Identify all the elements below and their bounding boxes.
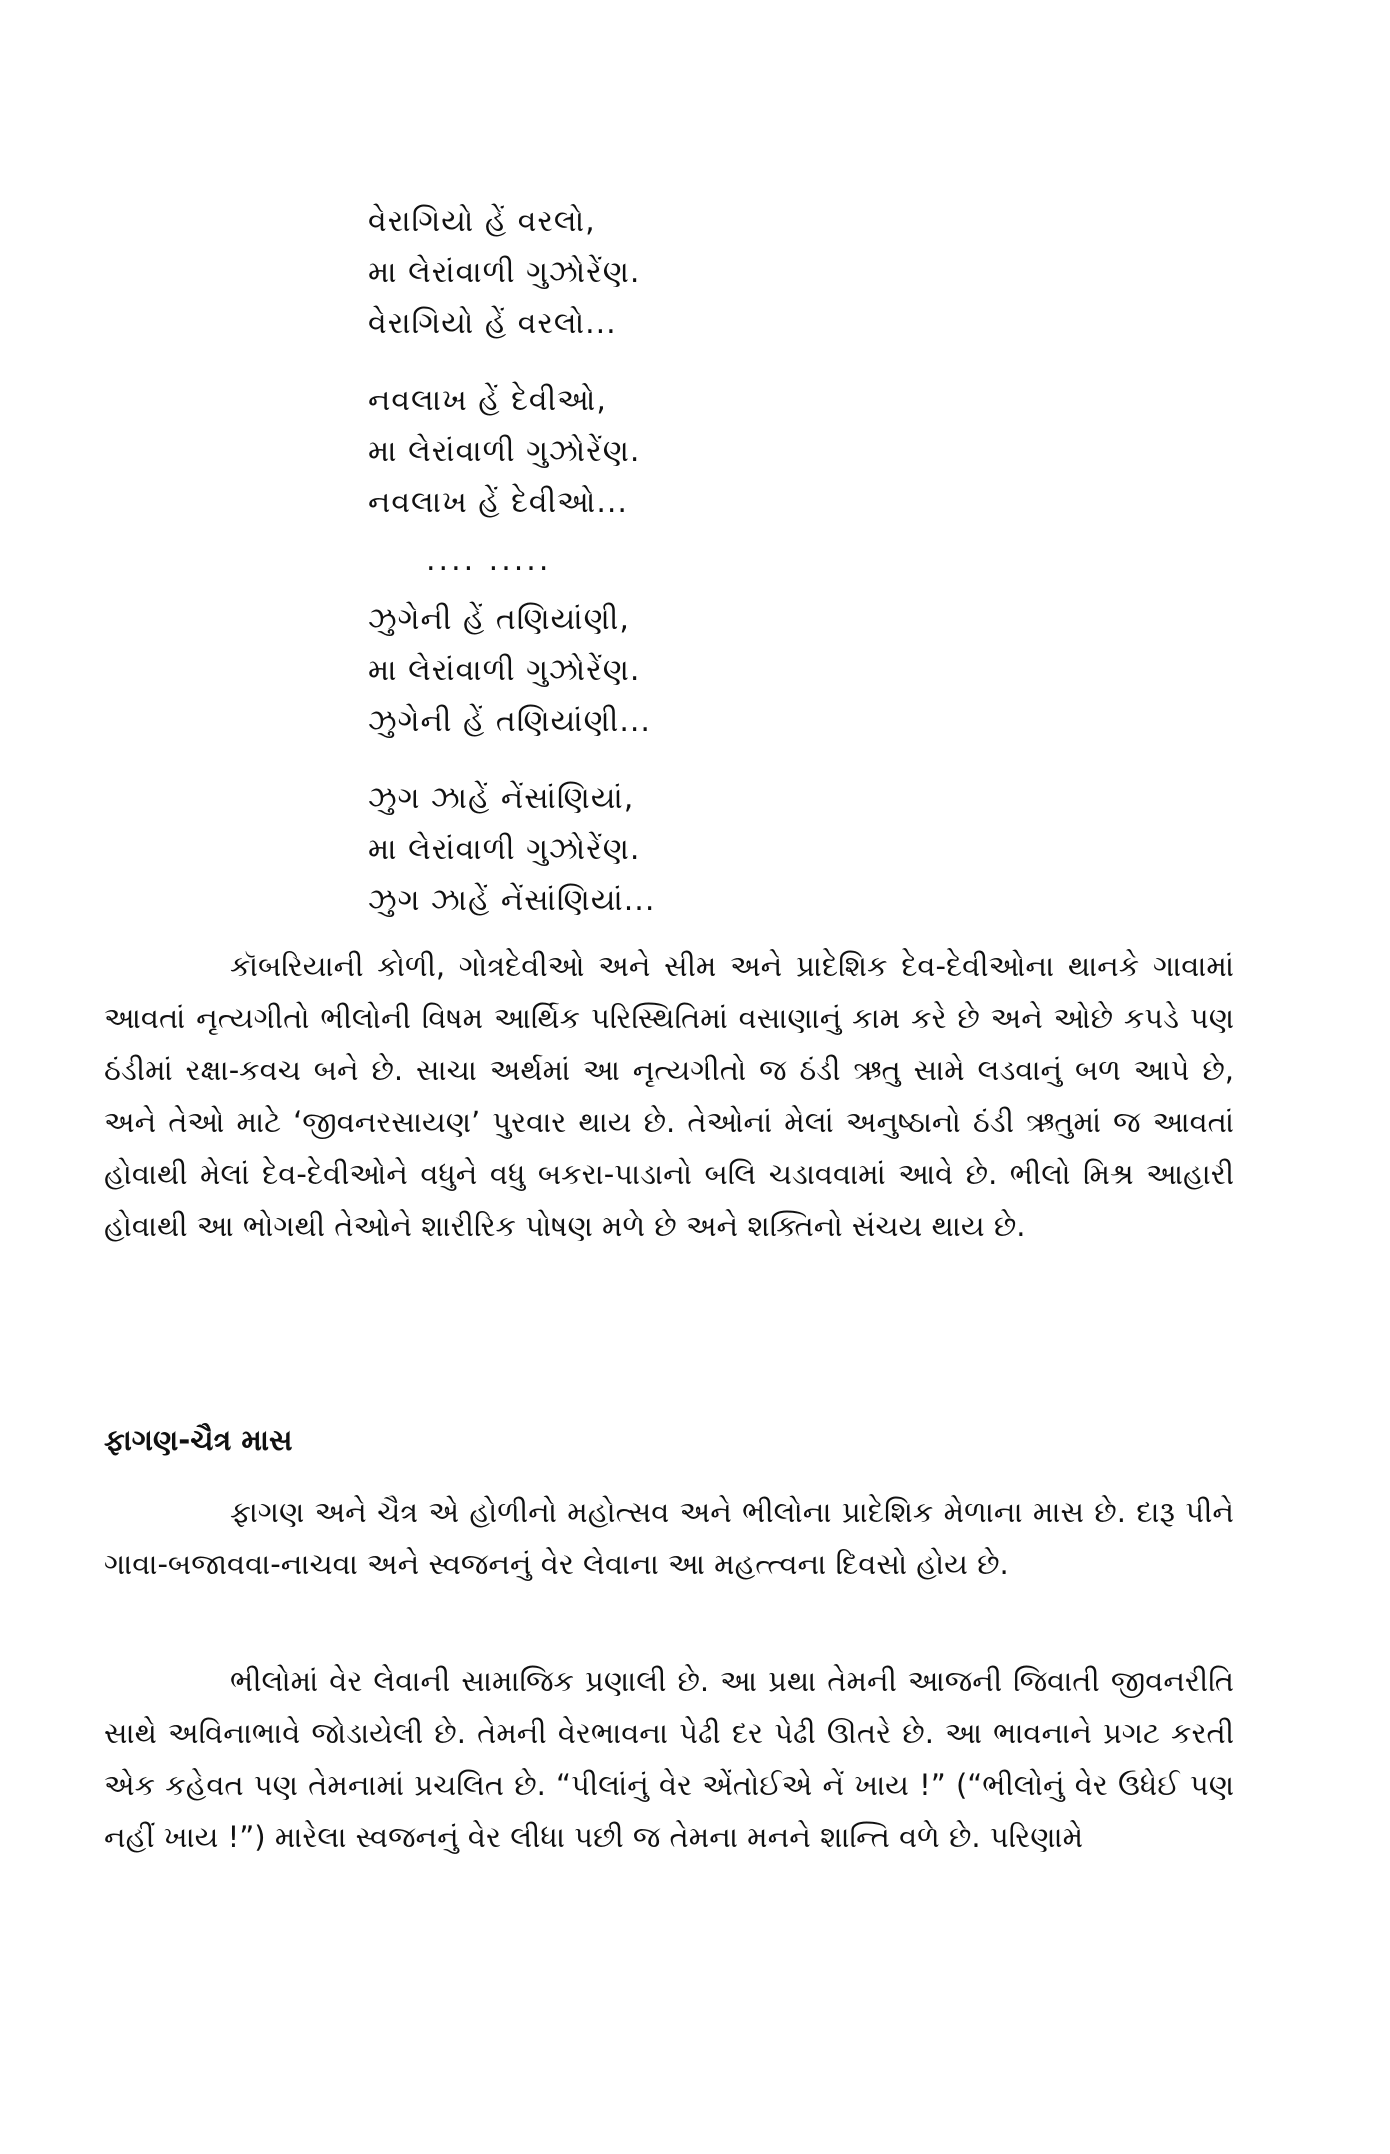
paragraph-1-block [104, 940, 1234, 1252]
verse-line: વેરાગિયો હેં વરલો, [368, 204, 596, 239]
verse-line: મા લેરાંવાળી ગુઝોરેંણ. [368, 434, 641, 469]
body-paragraph: ભીલોમાં વેર લેવાની સામાજિક પ્રણાલી છે. આ પ્રથા તેમની આજની જિવાતી જીવનરીતિ સાથે અવિનાભાવે જોડાયેલી છે. તેમની વેરભાવના પેઢી દર પેઢી ઊતરે છે. આ ભાવનાને પ્રગટ કરતી એક કહેવત પણ તેમનામાં પ્રચલિત છે. “પીલાંનું વેર એંતોઈએ નેં ખાય !” (“ભીલોનું વેર ઉધેઈ પણ નહીં ખાય !”) મારેલા સ્વજનનું વેર લીધા પછી જ તેમના મનને શાન્તિ વળે છે. પરિણામે [104, 1664, 1234, 1854]
section-heading: ફાગણ-ચૈત્ર માસ [104, 1423, 293, 1457]
verse-line: મા લેરાંવાળી ગુઝોરેંણ. [368, 653, 641, 688]
verse-line: નવલાખ હેં દેવીઓ... [368, 485, 628, 520]
body-paragraph: કૉબરિયાની કોળી, ગોત્રદેવીઓ અને સીમ અને પ્રાદેશિક દેવ-દેવીઓના થાનકે ગાવામાં આવતાં નૃત્યગીતો ભીલોની વિષમ આર્થિક પરિસ્થિતિમાં વસાણાનું કામ કરે છે અને ઓછે કપડે પણ ઠંડીમાં રક્ષા-કવચ બને છે. સાચા અર્થમાં આ નૃત્યગીતો જ ઠંડી ઋતુ સામે લડવાનું બળ આપે છે, અને તેઓ માટે ‘જીવનરસાયણ’ પુરવાર થાય છે. તેઓનાં મેલાં અનુષ્ઠાનો ઠંડી ઋતુમાં જ આવતાં હોવાથી મેલાં દેવ-દેવીઓને વધુને વધુ બકરા-પાડાનો બલિ ચડાવવામાં આવે છે. ભીલો મિશ્ર આહારી હોવાથી આ ભોગથી તેઓને શારીરિક પોષણ મળે છે અને શક્તિનો સંચય થાય છે. [104, 949, 1234, 1243]
poem-stanza-4 [368, 773, 1068, 926]
verse-line: મા લેરાંવાળી ગુઝોરેંણ. [368, 255, 641, 290]
poem-stanza-3 [368, 594, 1068, 747]
verse-line: ઝુગ ઝાહેં નેંસાંણિયાં, [368, 781, 635, 816]
verse-line: ઝુગેની હેં તણિયાંણી, [368, 602, 630, 637]
paragraph-3-block [104, 1655, 1234, 1863]
poem-stanza-2 [368, 375, 1068, 528]
verse-line: ઝુગ ઝાહેં નેંસાંણિયાં... [368, 883, 656, 918]
poem-stanza-1 [368, 196, 1068, 349]
folk-song-poem [368, 196, 1068, 952]
body-paragraph: ફાગણ અને ચૈત્ર એ હોળીનો મહોત્સવ અને ભીલોના પ્રાદેશિક મેળાના માસ છે. દારૂ પીને ગાવા-બજાવવા-નાચવા અને સ્વજનનું વેર લેવાના આ મહત્ત્વના દિવસો હોય છે. [104, 1495, 1234, 1581]
verse-line: વેરાગિયો હેં વરલો... [368, 306, 617, 341]
poem-ellipsis: .... ..... [426, 543, 552, 578]
paragraph-2-block [104, 1486, 1234, 1590]
verse-line: નવલાખ હેં દેવીઓ, [368, 383, 607, 418]
verse-line: ઝુગેની હેં તણિયાંણી... [368, 704, 651, 739]
verse-line: મા લેરાંવાળી ગુઝોરેંણ. [368, 832, 641, 867]
